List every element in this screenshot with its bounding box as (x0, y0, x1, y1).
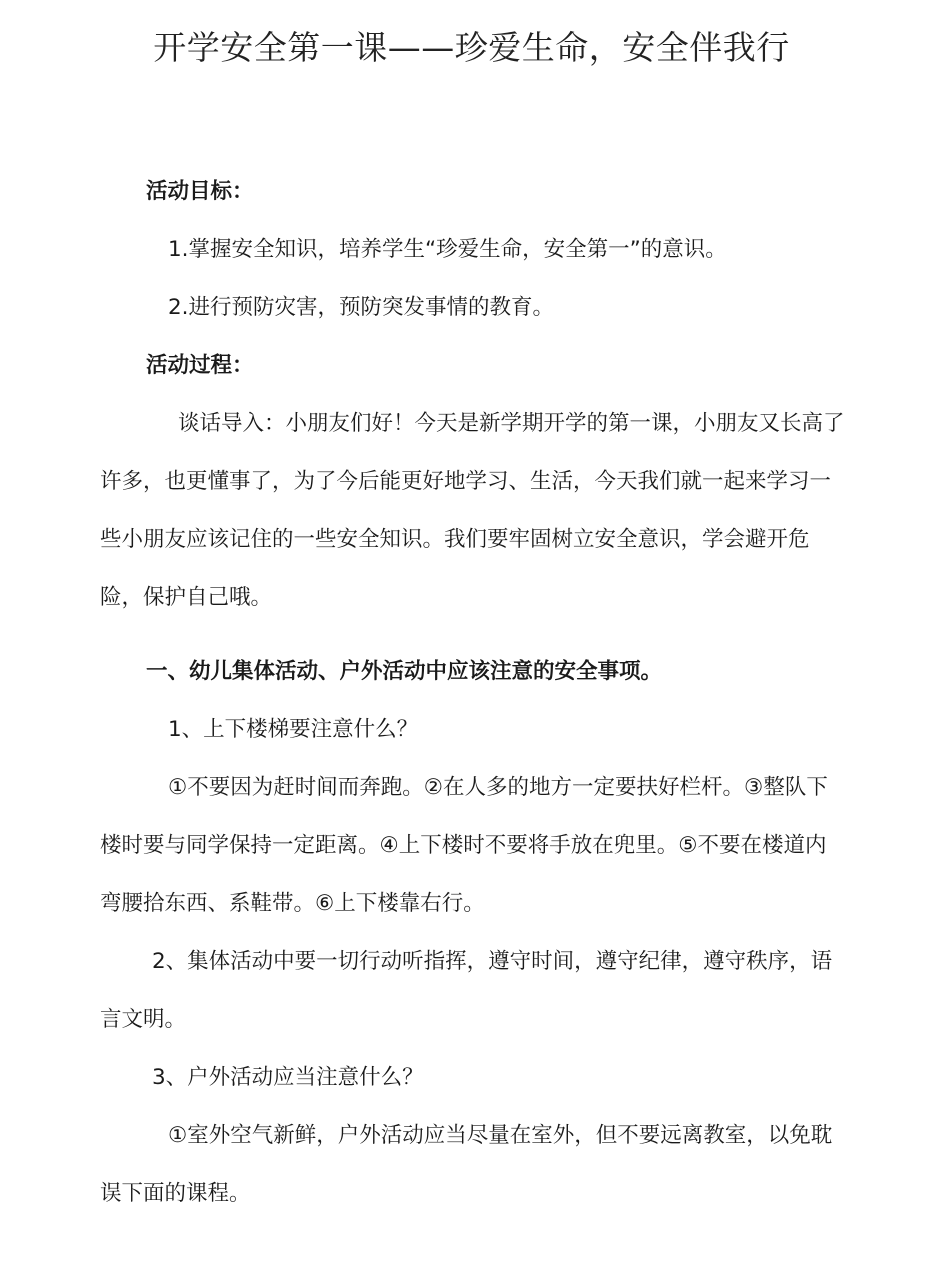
item-2-line: 言文明。 (100, 1007, 187, 1032)
question-1-answer-line: 楼时要与同学保持一定距离。④上下楼时不要将手放在兜里。⑤不要在楼道内 (100, 833, 827, 858)
question-1: 1、上下楼梯要注意什么？ (168, 717, 419, 742)
goal-item-2: 2.进行预防灾害，预防突发事情的教育。 (168, 295, 555, 320)
section-1-heading: 一、幼儿集体活动、户外活动中应该注意的安全事项。 (146, 659, 663, 684)
question-3-answer-line: 误下面的课程。 (100, 1181, 251, 1206)
question-1-answer-line: ①不要因为赶时间而奔跑。②在人多的地方一定要扶好栏杆。③整队下 (168, 775, 828, 800)
question-3-answer-line: ①室外空气新鲜，户外活动应当尽量在室外，但不要远离教室，以免耽 (168, 1123, 833, 1148)
intro-paragraph-line: 许多，也更懂事了，为了今后能更好地学习、生活，今天我们就一起来学习一 (100, 469, 832, 494)
document-title: 开学安全第一课——珍爱生命，安全伴我行 (153, 28, 790, 67)
process-heading: 活动过程： (146, 353, 254, 378)
item-2-line: 2、集体活动中要一切行动听指挥，遵守时间，遵守纪律，遵守秩序，语 (152, 949, 833, 974)
intro-paragraph-line: 谈话导入：小朋友们好！今天是新学期开学的第一课，小朋友又长高了 (178, 411, 845, 436)
intro-paragraph-line: 险，保护自己哦。 (100, 585, 273, 610)
question-3: 3、户外活动应当注意什么？ (152, 1065, 424, 1090)
goals-heading: 活动目标： (146, 179, 254, 204)
question-1-answer-line: 弯腰拾东西、系鞋带。⑥上下楼靠右行。 (100, 891, 485, 916)
goal-item-1: 1.掌握安全知识，培养学生“珍爱生命，安全第一”的意识。 (168, 237, 727, 262)
intro-paragraph-line: 些小朋友应该记住的一些安全知识。我们要牢固树立安全意识，学会避开危 (100, 527, 810, 552)
